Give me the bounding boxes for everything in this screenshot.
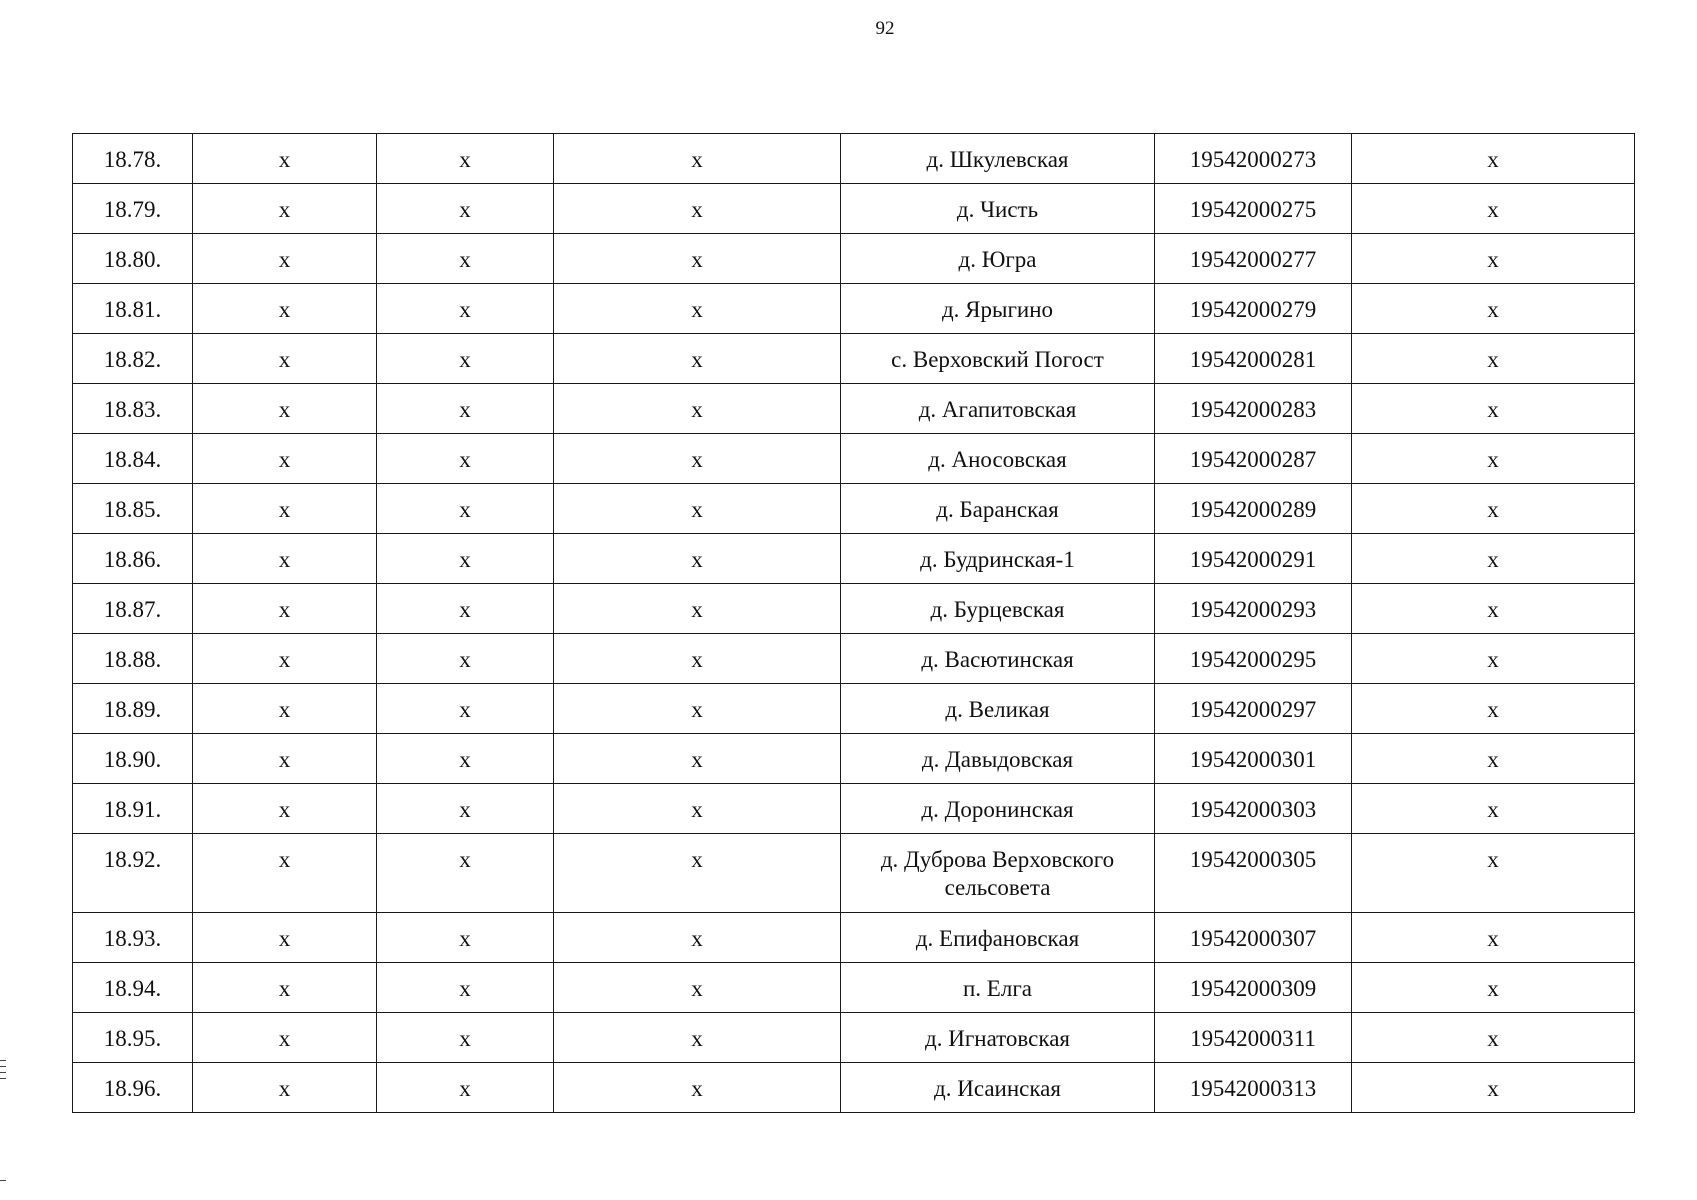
cell-col-3: x <box>377 584 554 634</box>
cell-col-4: x <box>554 634 841 684</box>
settlement-name: д. Аносовская <box>841 434 1155 484</box>
table-row <box>73 434 1635 484</box>
cell-col-7: x <box>1352 634 1635 684</box>
settlement-name: д. Бурцевская <box>841 584 1155 634</box>
oktmo-code: 19542000283 <box>1155 384 1352 434</box>
row-number: 18.85. <box>73 484 193 534</box>
cell-col-3: x <box>377 784 554 834</box>
cell-col-7: x <box>1352 234 1635 284</box>
cell-col-4: x <box>554 334 841 384</box>
oktmo-code: 19542000305 <box>1155 834 1352 913</box>
settlement-name: д. Епифановская <box>841 913 1155 963</box>
settlement-name: д. Исаинская <box>841 1063 1155 1113</box>
cell-col-2: x <box>193 734 377 784</box>
row-number: 18.93. <box>73 913 193 963</box>
row-number: 18.95. <box>73 1013 193 1063</box>
cell-col-2: x <box>193 684 377 734</box>
cell-col-2: x <box>193 1063 377 1113</box>
cell-col-2: x <box>193 134 377 184</box>
oktmo-code: 19542000297 <box>1155 684 1352 734</box>
row-number: 18.84. <box>73 434 193 484</box>
table-row <box>73 234 1635 284</box>
settlement-name: д. Чисть <box>841 184 1155 234</box>
cell-col-3: x <box>377 834 554 913</box>
cell-col-4: x <box>554 734 841 784</box>
table-row <box>73 913 1635 963</box>
settlement-name: д. Будринская-1 <box>841 534 1155 584</box>
cell-col-7: x <box>1352 334 1635 384</box>
cell-col-4: x <box>554 484 841 534</box>
cell-col-7: x <box>1352 534 1635 584</box>
table-row <box>73 384 1635 434</box>
row-number: 18.83. <box>73 384 193 434</box>
cell-col-3: x <box>377 1013 554 1063</box>
cell-col-7: x <box>1352 913 1635 963</box>
cell-col-2: x <box>193 834 377 913</box>
cell-col-3: x <box>377 434 554 484</box>
settlement-name: д. Игнатовская <box>841 1013 1155 1063</box>
cell-col-2: x <box>193 384 377 434</box>
settlement-name: д. Давыдовская <box>841 734 1155 784</box>
table-row <box>73 334 1635 384</box>
cell-col-4: x <box>554 963 841 1013</box>
cell-col-3: x <box>377 484 554 534</box>
table-row <box>73 484 1635 534</box>
table-row <box>73 634 1635 684</box>
table-row <box>73 1013 1635 1063</box>
table-row <box>73 784 1635 834</box>
cell-col-3: x <box>377 384 554 434</box>
table-row <box>73 734 1635 784</box>
cell-col-4: x <box>554 584 841 634</box>
cell-col-2: x <box>193 913 377 963</box>
row-number: 18.88. <box>73 634 193 684</box>
cell-col-3: x <box>377 284 554 334</box>
cell-col-3: x <box>377 734 554 784</box>
table-row <box>73 963 1635 1013</box>
cell-col-7: x <box>1352 684 1635 734</box>
cell-col-7: x <box>1352 284 1635 334</box>
table-row <box>73 534 1635 584</box>
row-number: 18.87. <box>73 584 193 634</box>
table-row <box>73 684 1635 734</box>
row-number: 18.90. <box>73 734 193 784</box>
oktmo-code: 19542000293 <box>1155 584 1352 634</box>
settlement-name: п. Елга <box>841 963 1155 1013</box>
cell-col-4: x <box>554 434 841 484</box>
settlement-name: с. Верховский Погост <box>841 334 1155 384</box>
settlement-name: д. Дуброва Верховского сельсовета <box>841 834 1155 913</box>
row-number: 18.79. <box>73 184 193 234</box>
settlement-name: д. Ярыгино <box>841 284 1155 334</box>
cell-col-7: x <box>1352 963 1635 1013</box>
oktmo-code: 19542000279 <box>1155 284 1352 334</box>
cell-col-4: x <box>554 384 841 434</box>
row-number: 18.91. <box>73 784 193 834</box>
row-number: 18.82. <box>73 334 193 384</box>
row-number: 18.81. <box>73 284 193 334</box>
cell-col-4: x <box>554 684 841 734</box>
oktmo-code: 19542000301 <box>1155 734 1352 784</box>
settlements-table <box>72 133 1635 1113</box>
cell-col-3: x <box>377 534 554 584</box>
settlement-name: д. Великая <box>841 684 1155 734</box>
cell-col-4: x <box>554 184 841 234</box>
page-number: 92 <box>875 18 895 39</box>
cell-col-2: x <box>193 784 377 834</box>
cell-col-3: x <box>377 1063 554 1113</box>
cell-col-3: x <box>377 334 554 384</box>
oktmo-code: 19542000273 <box>1155 134 1352 184</box>
settlement-name: д. Югра <box>841 234 1155 284</box>
cell-col-2: x <box>193 484 377 534</box>
cell-col-3: x <box>377 684 554 734</box>
cell-col-4: x <box>554 913 841 963</box>
cell-col-4: x <box>554 284 841 334</box>
table-row <box>73 1063 1635 1113</box>
row-number: 18.80. <box>73 234 193 284</box>
cell-col-3: x <box>377 184 554 234</box>
cell-col-4: x <box>554 1013 841 1063</box>
cell-col-3: x <box>377 234 554 284</box>
cell-col-2: x <box>193 534 377 584</box>
cell-col-7: x <box>1352 434 1635 484</box>
oktmo-code: 19542000295 <box>1155 634 1352 684</box>
cell-col-7: x <box>1352 834 1635 913</box>
oktmo-code: 19542000281 <box>1155 334 1352 384</box>
cell-col-2: x <box>193 584 377 634</box>
cell-col-4: x <box>554 134 841 184</box>
cell-col-4: x <box>554 784 841 834</box>
cell-col-7: x <box>1352 484 1635 534</box>
cell-col-7: x <box>1352 1013 1635 1063</box>
cell-col-7: x <box>1352 734 1635 784</box>
cell-col-2: x <box>193 434 377 484</box>
cell-col-3: x <box>377 963 554 1013</box>
oktmo-code: 19542000313 <box>1155 1063 1352 1113</box>
row-number: 18.78. <box>73 134 193 184</box>
binding-margin-marks <box>0 1060 6 1084</box>
table-row <box>73 834 1635 913</box>
oktmo-code: 19542000303 <box>1155 784 1352 834</box>
cell-col-7: x <box>1352 784 1635 834</box>
oktmo-code: 19542000277 <box>1155 234 1352 284</box>
row-number: 18.94. <box>73 963 193 1013</box>
cell-col-2: x <box>193 184 377 234</box>
cell-col-4: x <box>554 1063 841 1113</box>
cell-col-2: x <box>193 284 377 334</box>
oktmo-code: 19542000311 <box>1155 1013 1352 1063</box>
table-row <box>73 134 1635 184</box>
oktmo-code: 19542000307 <box>1155 913 1352 963</box>
cell-col-7: x <box>1352 134 1635 184</box>
table-row <box>73 184 1635 234</box>
cell-col-4: x <box>554 534 841 584</box>
row-number: 18.89. <box>73 684 193 734</box>
cell-col-2: x <box>193 963 377 1013</box>
cell-col-2: x <box>193 634 377 684</box>
cell-col-3: x <box>377 913 554 963</box>
cell-col-2: x <box>193 234 377 284</box>
cell-col-2: x <box>193 334 377 384</box>
table-row <box>73 584 1635 634</box>
cell-col-4: x <box>554 234 841 284</box>
cell-col-7: x <box>1352 184 1635 234</box>
oktmo-code: 19542000309 <box>1155 963 1352 1013</box>
settlement-name: д. Шкулевская <box>841 134 1155 184</box>
settlement-name: д. Агапитовская <box>841 384 1155 434</box>
table-row <box>73 284 1635 334</box>
cell-col-7: x <box>1352 584 1635 634</box>
row-number: 18.86. <box>73 534 193 584</box>
cell-col-4: x <box>554 834 841 913</box>
oktmo-code: 19542000289 <box>1155 484 1352 534</box>
cell-col-3: x <box>377 134 554 184</box>
settlement-name: д. Васютинская <box>841 634 1155 684</box>
settlement-name: д. Баранская <box>841 484 1155 534</box>
cell-col-2: x <box>193 1013 377 1063</box>
row-number: 18.92. <box>73 834 193 913</box>
cell-col-3: x <box>377 634 554 684</box>
row-number: 18.96. <box>73 1063 193 1113</box>
oktmo-code: 19542000287 <box>1155 434 1352 484</box>
oktmo-code: 19542000275 <box>1155 184 1352 234</box>
oktmo-code: 19542000291 <box>1155 534 1352 584</box>
margin-dash <box>0 1180 6 1181</box>
cell-col-7: x <box>1352 384 1635 434</box>
cell-col-7: x <box>1352 1063 1635 1113</box>
settlement-name: д. Доронинская <box>841 784 1155 834</box>
